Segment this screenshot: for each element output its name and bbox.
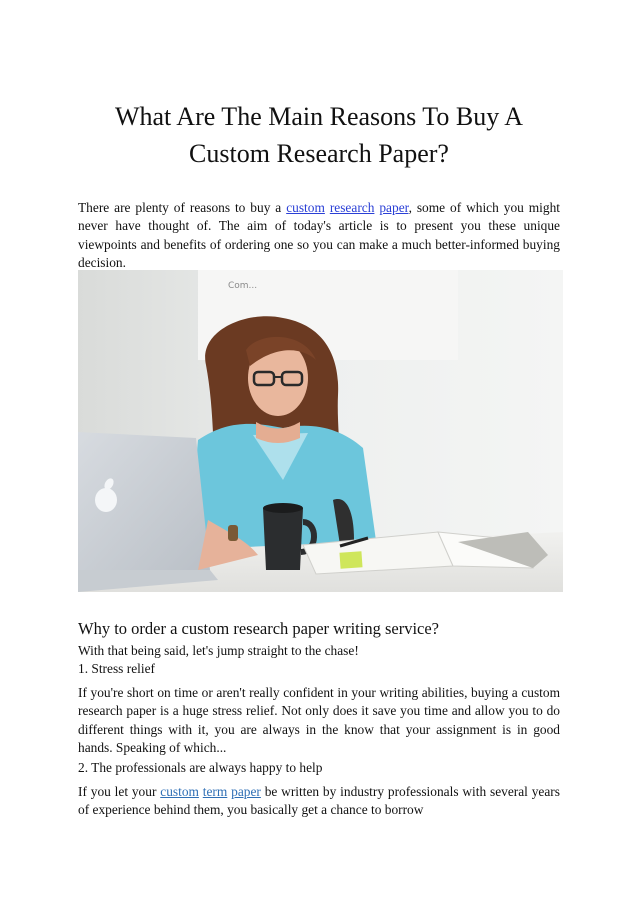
title-line-1: What Are The Main Reasons To Buy A — [114, 102, 524, 131]
woman-at-laptop-photo — [78, 270, 563, 592]
link-paper[interactable]: paper — [379, 200, 409, 215]
item2-text-after: be written by industry professionals with several years of experience behind them, you basically get a chance to borrow — [78, 784, 560, 818]
whiteboard-text: Com... — [228, 281, 258, 291]
page-title — [60, 98, 578, 172]
item2-paragraph — [78, 783, 560, 820]
title-line-2: Custom Research Paper? — [189, 139, 449, 168]
intro-text-before: There are plenty of reasons to buy a — [78, 200, 287, 215]
link-custom-2[interactable]: custom — [160, 784, 199, 799]
item1-heading: 1. Stress relief — [78, 661, 155, 676]
link-paper-2[interactable]: paper — [231, 784, 261, 799]
item1-paragraph: If you're short on time or aren't really confident in your writing abilities, buying a custom research paper is a huge stress relief. Not only does it save you time and allow you to do different things with it, you are always in the know that your assignment is in good hands. Speaking of which... — [78, 685, 560, 756]
link-term[interactable]: term — [202, 784, 228, 799]
link-custom[interactable]: custom — [286, 200, 325, 215]
lead-line: With that being said, let's jump straight to the chase! — [78, 643, 359, 658]
section-heading: Why to order a custom research paper writing service? — [78, 619, 440, 638]
article-photo — [78, 270, 563, 592]
intro-text-after: , some of which you might never have thought of. The aim of today's article is to present you these unique viewpoints and benefits of ordering one so you can make a much better-informed buying decision. — [78, 200, 561, 271]
item2-text-before: If you let your — [78, 784, 161, 799]
item2-heading: 2. The professionals are always happy to help — [78, 760, 323, 775]
intro-paragraph — [78, 199, 560, 273]
link-research[interactable]: research — [329, 200, 375, 215]
